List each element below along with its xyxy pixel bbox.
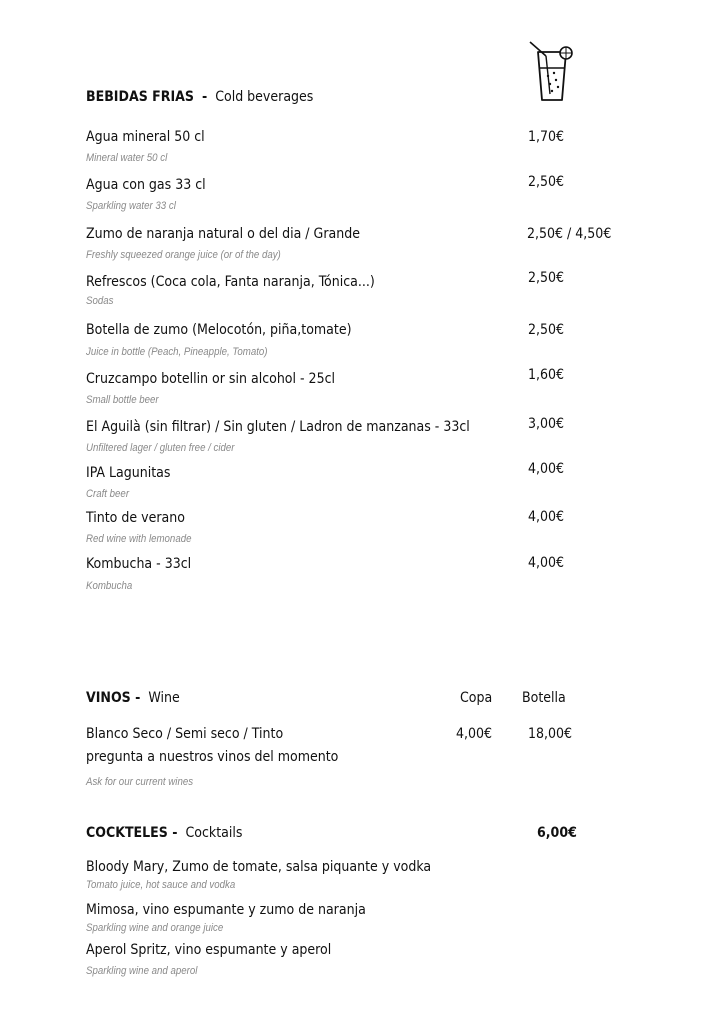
item-price: 1,60€ <box>528 367 565 383</box>
item-sub: Juice in bottle (Peach, Pineapple, Tomato) <box>86 346 268 358</box>
item-name: Botella de zumo (Melocotón, piña,tomate) <box>86 322 352 338</box>
wine-price-copa: 4,00€ <box>456 726 493 742</box>
cocktails-price-value: 6,00€ <box>537 825 577 841</box>
wine-price-botella: 18,00€ <box>528 726 573 742</box>
wine-title-es: VINOS - <box>86 690 141 706</box>
wine-section-title <box>86 690 180 706</box>
wine-sub: Ask for our current wines <box>86 776 194 788</box>
cocktails-section-title <box>86 825 242 841</box>
cold-title-en: Cold beverages <box>215 89 314 105</box>
item-price: 4,00€ <box>528 461 565 477</box>
wine-col-botella: Botella <box>522 690 566 706</box>
drink-glass-icon <box>526 40 574 104</box>
cocktail-name: Mimosa, vino espumante y zumo de naranja <box>86 902 366 918</box>
cocktails-title-es: COCKTELES - <box>86 825 178 841</box>
item-sub: Small bottle beer <box>86 394 159 406</box>
item-price: 4,00€ <box>528 555 565 571</box>
cocktail-sub: Tomato juice, hot sauce and vodka <box>86 879 236 891</box>
cocktail-sub: Sparkling wine and orange juice <box>86 922 224 934</box>
cold-title-es: BEBIDAS FRIAS <box>86 89 194 105</box>
item-price: 3,00€ <box>528 416 565 432</box>
wine-line-1: Blanco Seco / Semi seco / Tinto <box>86 726 284 742</box>
cocktail-name: Aperol Spritz, vino espumante y aperol <box>86 942 332 958</box>
item-sub: Craft beer <box>86 488 130 500</box>
item-sub: Sodas <box>86 295 114 307</box>
wine-title-en: Wine <box>148 690 180 706</box>
cocktails-title-en: Cocktails <box>185 825 243 841</box>
item-sub: Sparkling water 33 cl <box>86 200 176 212</box>
item-sub: Unfiltered lager / gluten free / cider <box>86 442 235 454</box>
wine-line-2: pregunta a nuestros vinos del momento <box>86 749 339 765</box>
item-price: 2,50€ / 4,50€ <box>527 226 612 242</box>
item-name: Agua mineral 50 cl <box>86 129 205 145</box>
item-price: 4,00€ <box>528 509 565 525</box>
item-price: 1,70€ <box>528 129 565 145</box>
item-price: 2,50€ <box>528 322 565 338</box>
cold-title-dash: - <box>201 89 208 105</box>
cocktail-name: Bloody Mary, Zumo de tomate, salsa piquante y vodka <box>86 859 432 875</box>
wine-col-copa: Copa <box>460 690 493 706</box>
item-name: Refrescos (Coca cola, Fanta naranja, Tónica...) <box>86 274 375 290</box>
item-name: El Aguilà (sin filtrar) / Sin gluten / Ladron de manzanas - 33cl <box>86 419 470 435</box>
cocktail-sub: Sparkling wine and aperol <box>86 965 198 977</box>
item-sub: Mineral water 50 cl <box>86 152 168 164</box>
item-sub: Freshly squeezed orange juice (or of the day) <box>86 249 281 261</box>
item-sub: Kombucha <box>86 580 133 592</box>
item-name: IPA Lagunitas <box>86 465 171 481</box>
item-sub: Red wine with lemonade <box>86 533 192 545</box>
item-name: Kombucha - 33cl <box>86 556 192 572</box>
cold-section-title <box>86 89 313 105</box>
item-price: 2,50€ <box>528 270 565 286</box>
item-name: Tinto de verano <box>86 510 185 526</box>
cocktails-price <box>537 825 577 841</box>
item-name: Agua con gas 33 cl <box>86 177 206 193</box>
item-name: Zumo de naranja natural o del dia / Grande <box>86 226 360 242</box>
item-price: 2,50€ <box>528 174 565 190</box>
item-name: Cruzcampo botellin or sin alcohol - 25cl <box>86 371 336 387</box>
